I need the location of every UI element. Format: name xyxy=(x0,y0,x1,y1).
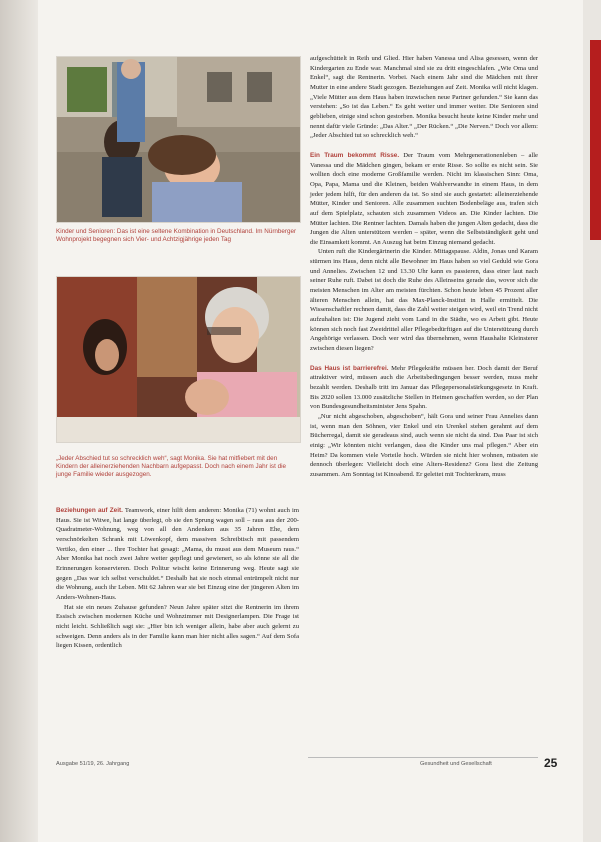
photo-children-senior-image xyxy=(57,57,300,222)
paragraph-text: Hat sie ein neues Zuhause gefunden? Neun Jahre später sitzt die Rentnerin im ihrem Essisch zwischen modernen Küche und Wohnzimmer mit Designerlampen. Die Frage ist nicht leicht. Schließlich sagt sie: „Hier bin ich weniger allein, habe aber auch gelernt zu schweigen. Denn anders als in der Familie kann man hier nicht alles sagen.“ Auf dem Sofa liegen Kissen, ordentlich xyxy=(56,603,299,650)
article-paragraph xyxy=(56,603,299,651)
article-paragraph xyxy=(310,54,538,141)
left-text-column xyxy=(56,506,299,651)
photo-senior-woman xyxy=(56,276,301,443)
right-text-column xyxy=(310,54,538,480)
photo-senior-woman-image xyxy=(57,277,300,442)
footer-issue: Ausgabe 51/19, 26. Jahrgang xyxy=(56,761,130,767)
photo-children-senior xyxy=(56,56,301,223)
paragraph-text: aufgeschüttelt in Reih und Glied. Hier haben Vanessa und Alisa gesessen, wenn der Kindergarten zu Ende war. Manchmal sind sie zu dritt eingeschlafen. „Wie Oma und Enkel“, sagt die Rentnerin. Vorbei. Nach einem Jahr sind die Mädchen mit ihrer Mutter in eine andere Stadt gezogen. Beziehungen auf Zeit. Monika will nicht klagen. „Viele Mütter aus dem Haus haben inzwischen neue Partner gefunden.“ Sie kann das verstehen: „So ist das Leben.“ Es geht weiter und immer weiter. Die Senioren sind geblieben, einige sind schon gestorben. Monika besucht heute keine Kinder mehr und nennt dafür viele Gründe: „Das Alter.“ „Der Rücken.“ „Die Nerven.“ Doch vor allem: „Jeder Abschied tut so schrecklich weh.“ xyxy=(310,55,538,140)
section-rubric: Das Haus ist barrierefrei. xyxy=(310,364,389,372)
paragraph-text: Teamwork, einer hilft dem anderen: Monika (71) wohnt auch im Haus. Sie ist Witwe, hat lange überlegt, ob sie den Sprung wagen soll – raus aus der 200-Quadratmeter-Wohnung, weg von all den Andenken aus 35 Jahren Ehe, dem verschnörkelten Schrank mit Löwenkopf, dem massiven Schreibtisch mit passendem Vertiko, den einer ... Ihre Tochter hat gesagt: „Mama, du musst aus dem Museum raus.“ Aber Monika hat noch zwei Jahre weiter gepflegt und gewienert, so als könne sie all die Erinnerungen konservieren. Doch Politur wischt keine Erinnerung weg. Heute sagt sie gegen „Das war ich selbst verschuldet.“ Deshalb hat sie noch einmal entrümpelt nicht nur die Wohnung, auch ihr Leben. Mit 62 Jahren war sie bei Einzug eine der jüngeren Alten im Anders-Wohnen-Haus. xyxy=(56,507,299,601)
article-paragraph xyxy=(310,151,538,248)
paragraph-text: „Nur nicht abgeschoben, abgeschoben“, hält Gora und seiner Frau Annelies dann ist, wenn man den Söhnen, vier Enkel und ein Urenkel stehen gerahmt auf dem Bücherregal, damit sie geradeaus sind, auch wenn sie nicht da sind. Das Paar ist sich einig: „Wir könnten nicht verlangen, dass die Kinder uns mal pflegen.“ Aber ein Heim? Da kommen viele Vorteile hoch. Würden sie nicht hier wohnen, müssten sie dennoch überlegen: Vielleicht doch eine Alters-Residenz? Gora liest die Zeitung zusammen. Am Sonntag ist Kinoabend. Er geleitet mit Tochterkram, muss xyxy=(310,412,538,478)
article-paragraph xyxy=(310,412,538,480)
paragraph-text: Mehr Pflegekräfte müssen her. Doch damit der Beruf attraktiver wird, müssen auch die Arbeitsbedingungen besser werden, muss mehr bezahlt werden. Deshalb tritt im Januar das Pflegepersonalstärkungsgesetz in Kraft. Bis 2020 sollen 13.000 zusätzliche Stellen in Heimen geschaffen werden, so der Plan von Bundesgesundheitsminister Jens Spahn. xyxy=(310,364,538,411)
article-paragraph xyxy=(310,364,538,412)
photo-senior-woman-caption: „Jeder Abschied tut so schrecklich weh“, sagt Monika. Sie hat mitfiebert mit den Kindern der alleinerziehenden Nachbarn aufgepasst. Doch nach einem Jahr ist die junge Familie wieder ausgezogen. xyxy=(56,455,286,479)
article-paragraph xyxy=(310,247,538,353)
footer-rule xyxy=(308,757,538,758)
paragraph-text: Der Traum vom Mehrgenerationenleben – alle Vanessa und die Mädchen gingen, bekam er erste Risse. So sollte es nicht sein. Sie wollten doch eine moderne Großfamilie werden. Nicht im klassischen Sinn: Oma, Opa, Papa, Mama und die Kleinen, beiden Wahlverwandte in einem Haus, in dem jeder jedem hilft, für den anderen da ist. So sind sie auch gestartet: alleinerziehende Mütter, Kinder und Senioren. Alle zusammen suchten Bodenbeläge aus, trafen sich auf dem Spielplatz, schauten sich zusammen Videos an. Die Kinder lachten. Die Mütter lachten. Die Rentner lachten. Damals haben die jungen Alten gedacht, dass die Jungen die Alten unterstützen werden – später, wenn die Selbstständigkeit geht und die Einsamkeit kommt. An Auszug hat beim Einzug niemand gedacht. xyxy=(310,151,538,246)
section-rubric: Beziehungen auf Zeit. xyxy=(56,507,123,514)
red-edge-bar xyxy=(590,40,601,240)
page-number: 25 xyxy=(544,756,558,770)
paragraph-text: Unten ruft die Kindergärtnerin die Kinder. Mittagspause. Aldin, Jonas und Karam stürmen ins Haus, denn nicht alle Bewohner im Haus haben so viel Geduld wie Gora und Annelies. Zwischen 12 und 13.30 Uhr kann es passieren, dass einer laut nach seiner Ruhe ruft. Dabei ist doch die Ruhe des Alleinseins gerade das, wovor sich die meisten Menschen im Alter am meisten fürchten. Schon heute leben 45 Prozent aller älteren Menschen allein, hat das Max-Planck-Institut in Halle ermittelt. Die Wissenschaftler rechnen damit, dass die Zahl weiter steigen wird, weil ein Trend nicht aufzuhalten ist: Die Jugend zieht vom Land in die Städte, wo es Arbeit gibt. Heute können sich noch fast Zweidrittel aller Pflegebedürftigen auf die Unterstützung durch Angehörige verlassen. Doch wer wird das übernehmen, wenn Haushalte Kleinsterer zwischen diesen liegen? xyxy=(310,248,538,353)
article-paragraph xyxy=(56,506,299,603)
photo-children-senior-caption: Kinder und Senioren: Das ist eine seltene Kombination in Deutschland. Im Nürnberger Wohnprojekt begegnen sich Vier- und Achtzigjährige jeden Tag xyxy=(56,228,297,244)
footer-section: Gesundheit und Gesellschaft xyxy=(420,761,492,767)
section-rubric: Ein Traum bekommt Risse. xyxy=(310,151,400,159)
page-binding-shadow xyxy=(0,0,38,842)
